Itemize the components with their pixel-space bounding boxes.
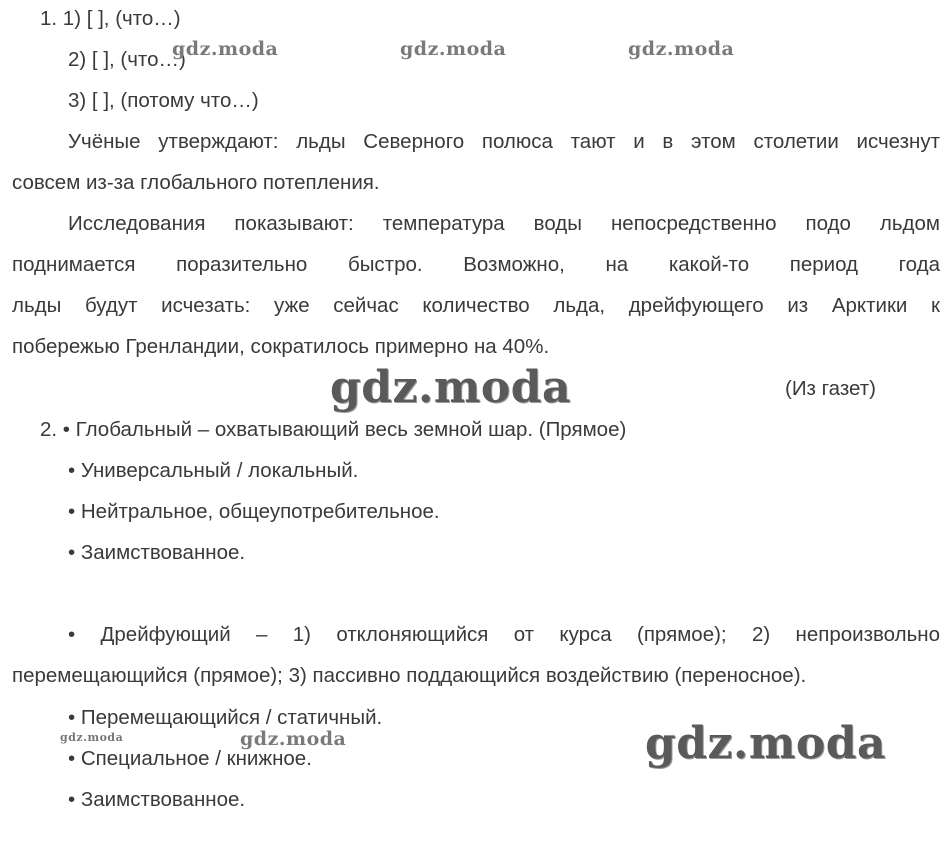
task1-item-3: 3) [ ], (потому что…) <box>68 89 259 112</box>
task2-line-4: • Заимствованное. <box>68 541 246 564</box>
source-note: (Из газет) <box>785 377 876 400</box>
task2-line-1: 2. • Глобальный – охватывающий весь земной шар. (Прямое) <box>40 418 627 441</box>
task2-line-3: • Нейтральное, общеупотребительное. <box>68 500 440 523</box>
paragraph-2-line-2: поднимается поразительно быстро. Возможно, на какой-то период года <box>12 253 940 276</box>
task1-item-1: 1. 1) [ ], (что…) <box>40 7 181 30</box>
watermark-3: gdz.moda <box>628 38 735 60</box>
task2-line-2: • Универсальный / локальный. <box>68 459 359 482</box>
task2-line-7: • Заимствованное. <box>68 788 246 811</box>
drift-line-1: • Дрейфующий – 1) отклоняющийся от курса (прямое); 2) непроизвольно <box>68 623 940 646</box>
watermark-large-1: gdz.moda <box>330 362 572 413</box>
paragraph-2-line-1: Исследования показывают: температура воды непосредственно подо льдом <box>68 212 940 235</box>
paragraph-2-line-4: побережью Гренландии, сократилось примерно на 40%. <box>12 335 550 358</box>
paragraph-1-line-1: Учёные утверждают: льды Северного полюса тают и в этом столетии исчезнут <box>68 130 940 153</box>
task2-line-5: • Перемещающийся / статичный. <box>68 706 383 729</box>
task1-item-2: 2) [ ], (что…) <box>68 48 186 71</box>
watermark-1: gdz.moda <box>172 38 279 60</box>
paragraph-2-line-3: льды будут исчезать: уже сейчас количество льда, дрейфующего из Арктики к <box>12 294 940 317</box>
watermark-4: gdz.moda <box>240 728 347 750</box>
watermark-2: gdz.moda <box>400 38 507 60</box>
task2-line-6: • Специальное / книжное. <box>68 747 312 770</box>
drift-line-2: перемещающийся (прямое); 3) пассивно поддающийся воздействию (переносное). <box>12 664 807 687</box>
paragraph-1-line-2: совсем из-за глобального потепления. <box>12 171 380 194</box>
watermark-large-2: gdz.moda <box>645 718 887 769</box>
watermark-small-1: gdz.moda <box>60 731 124 744</box>
